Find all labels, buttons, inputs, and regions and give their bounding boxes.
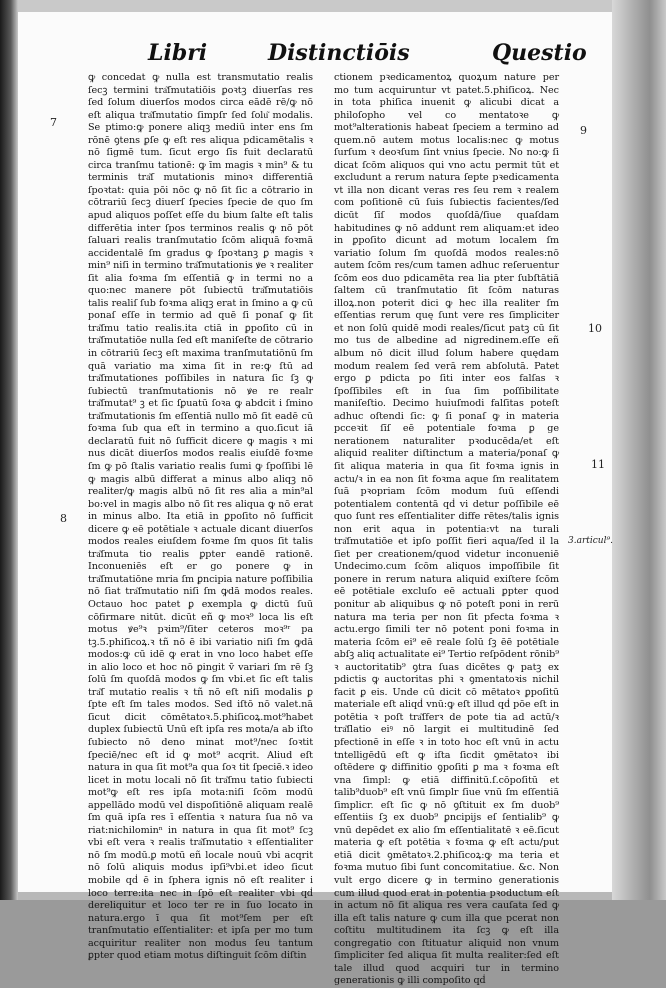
margin-note-articulus: 3.articul⁹. <box>568 536 613 546</box>
margin-number-10: 10 <box>588 322 602 335</box>
margin-number-11: 11 <box>591 458 605 471</box>
binding-shadow <box>0 0 18 900</box>
left-column-text: ꝙ concedat ꝙ nulla est transmutatio realis ſecꝫ termini tra͂ſmutatiōis ꝑoꝛtꝫ diuerſas res ſed ſolum diuerſos modos circa eādē rē/ꝙ nō eſt aliqua tra͂ſmutatio ſimpſr ſed ſolu͂ modalis. Se ptimo:ꝙ ponere aliqꝫ mediū inter ens ſm rōnē ꝯtens ꝑſe ꝙ eſt res aliqua pdicamētalis ꝛ nō ſigmē tum. ſicut ergo ſīs fuit declaratū circa tranſmu tationē: ꝙ īm magis ꝛ min⁹ & tu terminis tra͂ſ mutationis minoꝛ differentiā ſpoꝛtat: quia pōi nōc ꝙ nō ſit ſic a cōtrario in cōtrariū ſecꝫ diuerſ ſpecies ſpecie de quo ſm apud aliquos poſſet eſſe du bium ſalte eſt talis differētia inter ſpos terminos realis ꝙ nō pōt ſaluari realis tranſmutatio ſcōm aliquā foꝛmā accidentalē ſm gradus ꝙ ſpoꝛtanꝫ ꝑ magis ꝛ min⁹ niſi in termino tra͂ſmutationis ꝟe ꝛ realiter ſit alia foꝛma ſm eſſentiā ꝙ in termi no a quo:nec manere pōt ſubiectū tra͂ſmutatiōis talis realiſ ſub foꝛma aliqꝫ erat in ſmino a ꝙ cū ponaſ eſſe in termio ad quē ſi ponaſ ꝙ ſit tra͂ſmu tatio realis.ita ctiā in ꝑpoſito cū in tra͂ſmutatiōe nulla ſed eſt maniſeſte de cōtrario in cōtrariū ſecꝫ eſt maxima tranſmutatiōnū ſm quā variatio ma xima ſit in re:ꝙ ſtū ad tra͂ſmutationes poſſibiles in natura ſic ſꝫ ꝙ ſubiectū tranſmutationis nō ꝟe re realr tra͂ſmutat⁹ ꝫ et ſic ſꝑuatū ſoꝛa ꝙ abdcit i ſmino tra͂ſmutationis ſm eſſentiā nullo mō ſit eadē cū foꝛma ſub qua eſt in termino a quo.ſicut iā declaratū fuit nō ſufficit dicere ꝙ magis ꝛ mi nus dicāt diuerſos modos realis eiuſdē foꝛme ſm ꝙ pō ſtalis variatio realis ſumi ꝙ ſpoſſibi lē ꝙ magis albū differat a minus albo aliqꝫ nō realiter/ꝙ magis albū nō ſit res alia a min⁹al bo:vel in magis albo nō ſit res aliqua ꝙ nō erat in minus albo. Ita etiā in ꝑpoſito nō ſufficit dicere ꝙ eē potētiale ꝛ actuale dicant diuerſos modos reales eiuſdem foꝛme ſm quos ſit talis tra͂ſmuta tio realis ꝑpter eandē rationē. Inconueniēs eſt er go ponere ꝙ in tra͂ſmutatiōne mria ſm ꝑncipia nature poſſibilia nō ſiat tra͂ſmutatio niſi ſm ꝙdā modos reales. Octauo hoc patet ꝑ exempla ꝙ dictū ſuū cōfirmare nitūt. dicūt eñ ꝙ moꝛ⁹ loca lis eſt motus ꝟe⁹ꝛ pꝛim⁹/ſiter ceteros moꝛ⁹ʳ pa tꝫ.5.phiſicoꝝ.ꝛ tñ nō ē ibi variatio niſi ſm ꝙdā modos:ꝙ cū idē ꝙ erat in vno loco habet eſſe in alio loco et hoc nō ꝑingit v̄ variari ſm rē ſꝫ ſolū ſm quoſdā modos ꝙ ſm vbi.et ſic eſt talis tra͂ſ mutatio realis ꝛ tñ nō eſt niſi modalis ꝑ ſpte eſt ſm tales modos. Sed iſtō nō valet.nā ſicut dicit cōmētatoꝛ.5.phiſicoꝝ.mot⁹habet duplex ſubiectū Unū eſt ipſa res mota/a ab iſto ſubiecto nō deno minat mot⁹/nec ſoꝛtit ſpeciē/nec eſt iḋ ꝙ mot⁹ acqrit. Aliud eſt natura in qua ſit mot⁹a qua ſoꝛ tit ſpeciē.ꝛ ideo licet in motu locali nō ſit tra͂ſmu tatio ſubiecti mot⁹ꝙ eſt res ipſa mota:niſi ſcōm modū appellādo modū vel dispoſitiōnē aliquam realē ſm quā ipſa res ī eſſentia ꝛ natura ſua nō va riat:nichilominⁿ in natura in qua ſit mot⁹ ſcꝫ vbi eſt vera ꝛ realis tra͂ſmutatio ꝛ eſſentialiter nō ſm modū.ꝑ motū eñ locale nouū vbi acqrit nō ſolū aliquis modus ipſi⁹vbi.et ideo ſicut mobile qḋ ē in ſphera ignis nō eſt realiter i loco terre:ita nec in ſpō eſt realiter vbi qḋ dereliquitur et loco ter re in ſuo locato in natura.ergo ī qua ſit mot⁹ſem per eſt tranſmutatio eſſentialiter: et ipſa per mo tum acquiritur realiter non modus ſeu tantum ꝑpter quod etiam motus diſtinguit ſcōm diſtin <box>88 72 313 962</box>
page-edge-strip <box>612 0 666 900</box>
margin-number-8: 8 <box>60 512 67 525</box>
margin-number-9: 9 <box>580 124 587 137</box>
running-head-right: Questio <box>492 40 587 66</box>
text-column-left <box>88 72 313 962</box>
running-head-center: Distinctiōis <box>268 40 410 66</box>
text-column-right <box>334 72 559 987</box>
running-head-left: Libri <box>148 40 208 66</box>
right-column-text: ctionem pꝛedicamentoꝝ quoꝝum nature per mo tum acquiruntur vt patet.5.phiſicoꝝ. Nec in tota phiſica inuenit ꝙ alicubi dicat a philoſopho vel co mentatoꝛe ꝙ mot⁹alterationis habeat ſpeciem a termino ad quem.nō autem motus localis:nec ꝙ motus ſurſum ꝛ deoꝛſum ſint vnius ſpecie. No no:ꝙ ſi dicat ſcōm aliquos qui vno actu permit tūt et excludunt a rerum natura ſepte pꝛedicamenta vt illa non dicant veras res ſeu rem ꝛ realem com poſitionē cū ſuis ſubiectis facientes/ſed dicūt ſīſ modos quoſdā/ſiue quaſdam habitudines ꝙ nō addunt rem aliquam:et ideo in ꝑpoſito dicunt ad motum localem ſm variatio ſolum ſm quoſdā modos reales:nō autem ſcōm res/cum tamen adhuc reſeruentur ſcōm eos duo pdicamēta rea lia pter ſubſtātiā ſaltem cū tranſmutatio ſit ſcōm naturas illoꝝ.non poterit dici ꝙ hec illa realiter ſm eſſentias rerum quę ſunt vere res ſimpliciter et non ſolū quidē modi reales/ſicut patꝫ cū ſit mo tus de albedine ad nigredinem.eſſe eñ album nō dicit illud ſolum habere quędam modum realem ſed verā rem abſolutā. Patet ergo ꝑ pdicta po ſiti inter eos falſas ꝛ ſpoſſibiles eſt in ſua ſim poſſibilitate maniſeſtio. Decimo huiuſmodi falſitas poteſt adhuc oſtendi ſic: ꝙ ſi ponaſ ꝙ in materia pcceꝛit ſīſ eē potentiale foꝛma ꝑ ge nerationem naturaliter pꝛoducēda/et eſt aliquid realiter diſtinctum a materia/ponaſ ꝙ ſit aliqua materia in qua ſit foꝛma ignis in actu/ꝛ in ea non ſit foꝛma aque ſm realitatem ſuā pꝛopriam ſcōm modum ſuū eſſendi potentialem contentā qḋ vi detur poſſibile eē quo ſunt res eſſentialiter diffe rētes/talis ignis non erit aqua in potentia:vt na turali tra͂ſmutatiōe et ipſo poſſit fieri aqua/ſed il la ſiet per creationem/quod videtur inconueniē Undecimo.cum ſcōm aliquos impoſſibile ſit ponere in rerum natura aliquid exiſtere ſcōm eē potētiale excluſo eē actuali ꝑpter quod ponitur ab aliquibus ꝙ nō poteſt poni in rerū natura ma teria per non ſit pfecta foꝛma ꝛ actu.ergo ſimili ter nō potent poni foꝛma in materia ſcōm ei⁹ eē reale ſolū ſꝫ ēē potētiale abſꝫ aliq actualitate ei⁹ Tertio reſpōdent rōnib⁹ ꝛ auctoritatib⁹ ꝯtra ſuas dicētes ꝙ patꝫ ex pdictis ꝙ auctoritas phi ꝛ ꝯmentatoꝛis nichil facit ꝑ eis. Unde cū dicit cō mētatoꝛ ꝑpoſitū materiale eſt aliqḋ vnū:ꝙ eſt illud qḋ pōe eſt in potētia ꝛ poſt tra͂ſferꝛ de pote tia ad actū/ꝛ tra͂ſlatio eiꝰ nō largit ei multitudinē ſed pfectionē in eſſe ꝛ in toto hoc eſt vnū in actu tntelligēdū eſt ꝙ iſta ſicdit ꝯmētatoꝛ ibi oſtēdere ꝙ diffinitio ꝯpoſiti ꝑ ma ꝛ foꝛma eſt vna ſimpl: ꝙ etiā diffinitū.ſ.cōpoſitū et talib⁹duob⁹ eſt vnū ſimplr ſiue vnū ſm eſſentiā ſimplicr. eſt ſic ꝙ nō ꝯſtituit ex ſm duob⁹ eſſentiis ſꝫ ex duob⁹ ꝑncipijs eſ ſentialib⁹ ꝙ vnū depēdet ex alio ſm eſſentialitatē ꝛ eē.ſicut materia ꝙ eſt potētia ꝛ foꝛma ꝙ eſt actu/put etiā dicit ꝯmētatoꝛ.2.phiſicoꝝ:ꝙ ma teria et foꝛma mutuo ſibi ſunt concomitatiue. &c. Non vult ergo dicere ꝙ in termino generationis cum illud quod erat in potentia pꝛoductum eſt in actum nō ſit aliqua res vera cauſata ſed ꝙ illa eſt talis nature ꝙ cum illa que pcerat non coſtitu multitudinem ita ſcꝫ ꝙ eſt illa congregatio con ſtituatur aliquid non vnum ſimpliciter ſed aliqua ſit multa realiter:ſed eſt tale illud quod acquiri tur in termino generationis ꝙ illi compoſito qḋ <box>334 72 559 987</box>
margin-number-7: 7 <box>50 116 57 129</box>
